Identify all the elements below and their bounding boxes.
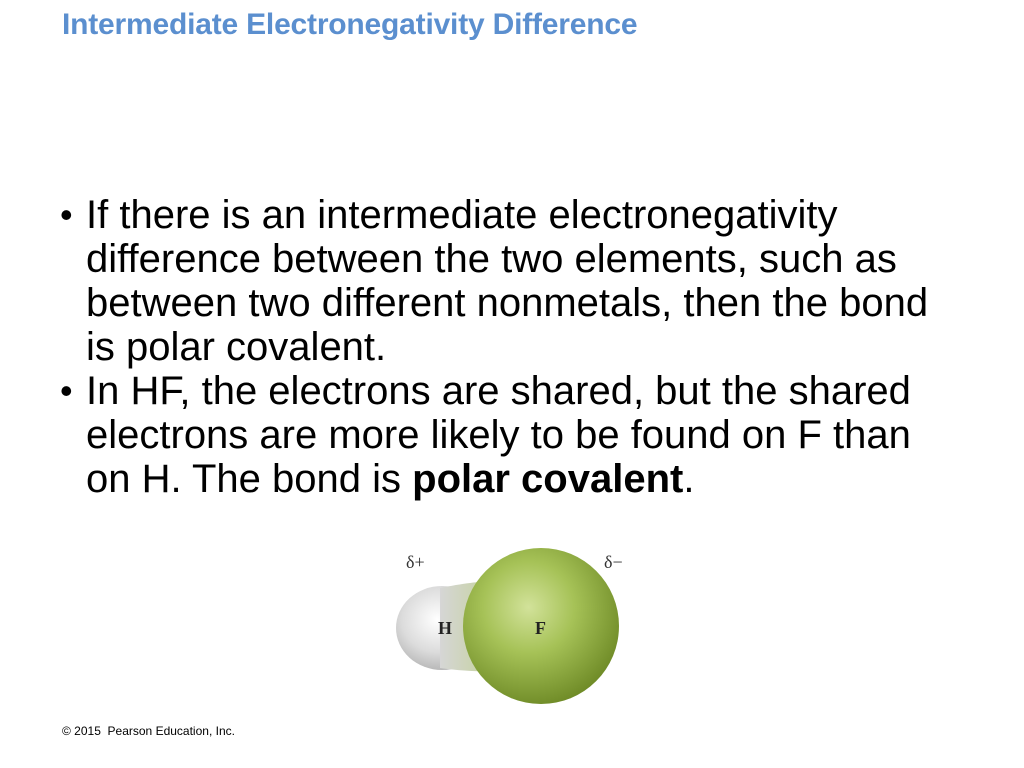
hf-molecule-illustration: [380, 542, 640, 712]
atom-label-h: H: [438, 618, 453, 638]
bullet-text-2-end: .: [683, 457, 695, 501]
atom-label-f: F: [535, 618, 546, 638]
bullet-text-2-plain: In HF, the electrons are shared, but the shared electrons are more likely to be found on F than on H. The bond is: [86, 369, 911, 501]
bullet-item-1: [60, 193, 960, 369]
slide-title: Intermediate Electronegativity Difference: [62, 8, 638, 41]
bullet-text-2: [86, 369, 911, 501]
bullet-list: [60, 193, 960, 501]
bullet-text-2-bold: polar covalent: [412, 457, 684, 501]
bullet-marker: •: [60, 370, 73, 411]
copyright-notice: © 2015 Pearson Education, Inc.: [62, 724, 235, 738]
bullet-text-1: If there is an intermediate electronegativity difference between the two elements, such as between two different nonmetals, then the bond is polar covalent.: [86, 193, 929, 369]
bullet-item-2: [60, 369, 960, 501]
bullet-marker: •: [60, 194, 73, 235]
partial-positive-label: δ+: [406, 552, 425, 572]
partial-negative-label: δ−: [604, 552, 623, 572]
